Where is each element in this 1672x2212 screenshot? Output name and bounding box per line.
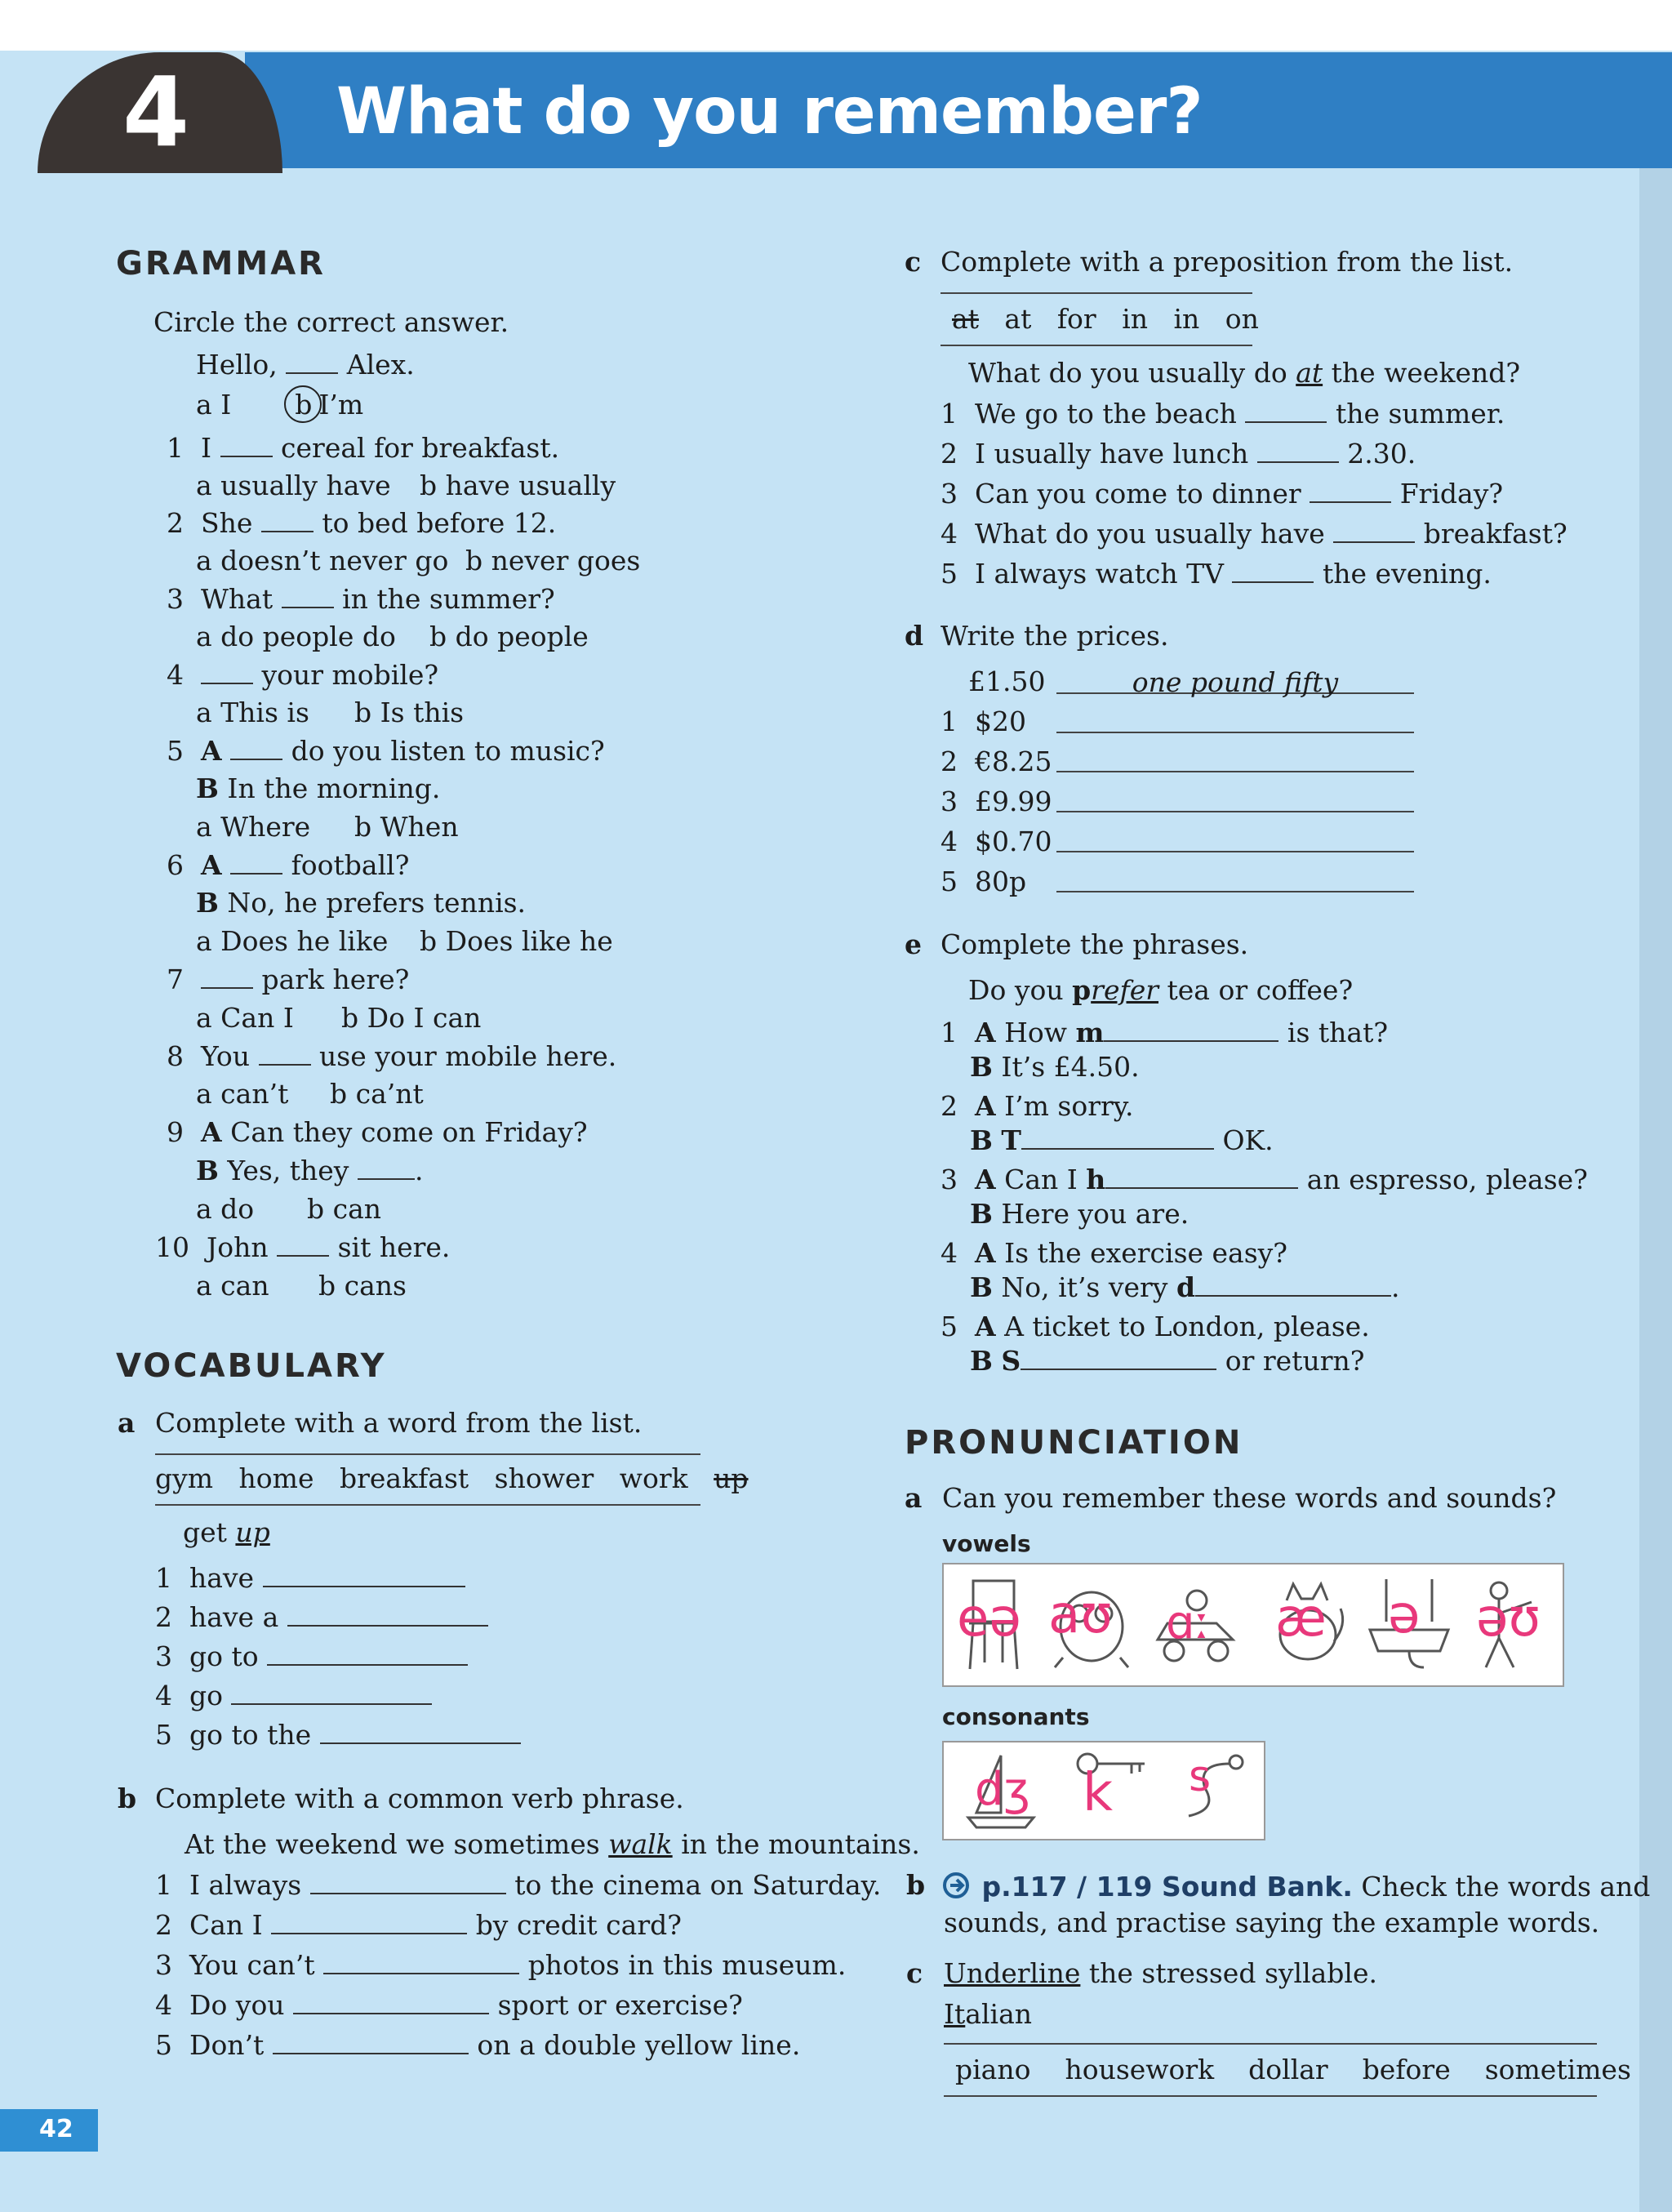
vocab-a-item-4[interactable]: 4 go [155, 1682, 432, 1709]
vocab-e-item-4-b[interactable]: B No, it’s very d . [970, 1271, 1400, 1303]
pron-b-line-1: p.117 / 119 Sound Bank. Check the words and [942, 1872, 1650, 1900]
pron-c-box-bottom [944, 2095, 1597, 2097]
grammar-item-1-option-b[interactable]: b have usually [420, 470, 616, 501]
vocab-d-example-price: £1.50 [968, 665, 1046, 697]
vocab-c-item-2[interactable]: 2 I usually have lunch 2.30. [940, 438, 1416, 470]
vocab-a-box-bottom [155, 1504, 700, 1506]
vocab-c-item-3[interactable]: 3 Can you come to dinner Friday? [940, 478, 1504, 510]
pron-b-letter: b [906, 1869, 926, 1901]
grammar-item-5: 5 A do you listen to music? [167, 735, 605, 767]
vocab-a-item-2[interactable]: 2 have a [155, 1604, 488, 1631]
vocab-e-item-5-b[interactable]: B S or return? [970, 1345, 1365, 1377]
vocab-d-answer-line-2[interactable] [1056, 771, 1414, 772]
vocab-d-item-1: 1 $20 [940, 705, 1026, 737]
vocab-b-letter: b [118, 1783, 137, 1814]
vocab-d-item-5: 5 80p [940, 866, 1027, 897]
pron-c-box-top [944, 2043, 1597, 2045]
consonant-k: k [1083, 1763, 1114, 1823]
grammar-item-8: 8 You use your mobile here. [167, 1040, 617, 1072]
grammar-instruction: Circle the correct answer. [153, 306, 509, 338]
vocab-e-item-1-b: B It’s £4.50. [970, 1051, 1140, 1083]
consonant-s: s [1189, 1752, 1212, 1801]
vocab-e-item-5-a: 5 A A ticket to London, please. [940, 1311, 1370, 1342]
vocab-a-item-1[interactable]: 1 have [155, 1564, 465, 1591]
vocab-c-item-4[interactable]: 4 What do you usually have breakfast? [940, 518, 1568, 550]
vocab-c-letter: c [905, 246, 922, 278]
vowel-au: aʊ [1048, 1585, 1113, 1645]
pron-c-instruction: Underline the stressed syllable. [944, 1957, 1377, 1989]
consonant-dz: dʒ [975, 1763, 1030, 1816]
grammar-item-7: 7 park here? [167, 964, 410, 995]
grammar-item-9-reply: B Yes, they . [196, 1155, 424, 1186]
vocab-e-item-2-b[interactable]: B T OK. [970, 1124, 1274, 1156]
top-margin [0, 0, 1672, 51]
vocab-d-answer-line-5[interactable] [1056, 891, 1414, 892]
grammar-item-5-option-b[interactable]: b When [354, 811, 459, 843]
vocabulary-heading: VOCABULARY [116, 1347, 387, 1385]
vocab-c-item-1[interactable]: 1 We go to the beach the summer. [940, 398, 1505, 429]
page-edge-shadow [1639, 168, 1672, 2212]
grammar-heading: GRAMMAR [116, 245, 326, 283]
pron-a-instruction: Can you remember these words and sounds? [942, 1482, 1557, 1514]
grammar-item-3-option-b[interactable]: b do people [429, 621, 589, 652]
pron-c-example: Italian [944, 1998, 1033, 2030]
vocab-e-instruction: Complete the phrases. [940, 928, 1249, 960]
vocab-b-example: At the weekend we sometimes walk in the mountains. [185, 1828, 920, 1860]
vocab-b-item-3[interactable]: 3 You can’t photos in this museum. [155, 1949, 847, 1981]
vocab-e-item-3-b: B Here you are. [970, 1198, 1190, 1230]
vocab-e-item-3-a[interactable]: 3 A Can I h an espresso, please? [940, 1164, 1588, 1195]
vocab-c-box-top [940, 292, 1252, 294]
vocab-a-example: get up [183, 1516, 270, 1548]
grammar-item-3: 3 What in the summer? [167, 583, 555, 615]
grammar-item-6-option-a[interactable]: a Does he like [196, 925, 389, 957]
vocab-a-letter: a [118, 1407, 136, 1439]
grammar-item-10-option-b[interactable]: b cans [318, 1270, 407, 1302]
grammar-item-9-option-b[interactable]: b can [307, 1193, 382, 1225]
grammar-item-9-option-a[interactable]: a do [196, 1193, 255, 1225]
vocab-c-word-list: at at for in in on [952, 303, 1259, 335]
vocab-d-answer-line-3[interactable] [1056, 811, 1414, 812]
grammar-item-6-option-b[interactable]: b Does like he [420, 925, 613, 957]
grammar-item-3-option-a[interactable]: a do people do [196, 621, 396, 652]
grammar-example-sentence: Hello, Alex. [196, 349, 415, 381]
grammar-item-2-option-a[interactable]: a doesn’t never go [196, 545, 449, 576]
grammar-item-2: 2 She to bed before 12. [167, 507, 557, 539]
pronunciation-heading: PRONUNCIATION [905, 1424, 1243, 1462]
vocab-a-box-top [155, 1453, 700, 1455]
grammar-item-6: 6 A football? [167, 849, 410, 881]
page-title: What do you remember? [336, 75, 1203, 149]
grammar-item-7-option-a[interactable]: a Can I [196, 1002, 294, 1034]
grammar-item-5-option-a[interactable]: a Where [196, 811, 311, 843]
vocab-c-item-5[interactable]: 5 I always watch TV the evening. [940, 558, 1492, 590]
sound-bank-link[interactable]: p.117 / 119 Sound Bank. [981, 1871, 1353, 1903]
word-sometimes[interactable]: sometimes [1484, 2054, 1631, 2085]
vocab-b-item-4[interactable]: 4 Do you sport or exercise? [155, 1989, 743, 2021]
vocab-e-letter: e [905, 928, 922, 960]
pron-c-word-list [955, 2056, 1631, 2083]
grammar-item-10-option-a[interactable]: a can [196, 1270, 269, 1302]
vocab-a-instruction: Complete with a word from the list. [155, 1407, 643, 1439]
unit-number: 4 [122, 56, 190, 168]
pron-c-letter: c [906, 1957, 923, 1989]
grammar-item-4: 4 your mobile? [167, 659, 439, 691]
vocab-a-item-3[interactable]: 3 go to [155, 1643, 468, 1670]
vocab-d-item-2: 2 €8.25 [940, 745, 1052, 777]
grammar-item-6-reply: B No, he prefers tennis. [196, 887, 527, 919]
pron-a-letter: a [905, 1482, 923, 1514]
vowels-label: vowels [942, 1530, 1031, 1557]
vocab-b-item-5[interactable]: 5 Don’t on a double yellow line. [155, 2029, 801, 2061]
vocab-e-example: Do you prefer tea or coffee? [968, 974, 1354, 1006]
vocab-d-example-answer: one pound fifty [1132, 666, 1339, 698]
grammar-item-10: 10 John sit here. [155, 1231, 451, 1263]
grammar-item-9: 9 A Can they come on Friday? [167, 1116, 588, 1148]
vocab-d-instruction: Write the prices. [940, 620, 1169, 652]
vowel-schwa: ə [1388, 1585, 1421, 1645]
vowel-a-long: ɑː [1166, 1596, 1211, 1649]
vocab-b-instruction: Complete with a common verb phrase. [155, 1783, 684, 1814]
grammar-item-1-option-a[interactable]: a usually have [196, 470, 391, 501]
grammar-item-4-option-b[interactable]: b Is this [354, 697, 465, 728]
grammar-item-8-option-a[interactable]: a can’t [196, 1078, 289, 1110]
pron-b-line-2: sounds, and practise saying the example words. [944, 1907, 1600, 1938]
grammar-item-8-option-b[interactable]: b ca’nt [330, 1078, 424, 1110]
vocab-c-example: What do you usually do at the weekend? [968, 357, 1521, 389]
vocab-e-item-1-a[interactable]: 1 A How m is that? [940, 1017, 1389, 1048]
word-housework[interactable]: housework [1065, 2054, 1215, 2085]
vocab-a-item-5[interactable]: 5 go to the [155, 1721, 521, 1748]
snake-icon [1172, 1747, 1254, 1832]
grammar-item-2-option-b[interactable]: b never goes [465, 545, 641, 576]
word-before[interactable]: before [1362, 2054, 1451, 2085]
vocab-d-letter: d [905, 620, 924, 652]
vocab-d-answer-line-1[interactable] [1056, 732, 1414, 733]
vocab-d-item-3: 3 £9.99 [940, 786, 1052, 817]
word-piano[interactable]: piano [955, 2054, 1031, 2085]
vocab-a-word-list: gym home breakfast shower work up [155, 1462, 749, 1494]
vowel-ae: æ [1275, 1588, 1327, 1649]
vocab-e-item-2-a: 2 A I’m sorry. [940, 1090, 1134, 1122]
vowel-ea: eə [957, 1588, 1021, 1649]
vowel-ou: əʊ [1476, 1588, 1541, 1649]
vocab-d-answer-line-4[interactable] [1056, 851, 1414, 852]
consonants-label: consonants [942, 1703, 1090, 1730]
vocab-b-item-1[interactable]: 1 I always to the cinema on Saturday. [155, 1869, 882, 1901]
vocab-d-item-4: 4 $0.70 [940, 826, 1052, 857]
vocab-b-item-2[interactable]: 2 Can I by credit card? [155, 1909, 682, 1941]
vocab-e-item-4-a: 4 A Is the exercise easy? [940, 1237, 1287, 1269]
grammar-item-1: 1 I cereal for breakfast. [167, 432, 560, 464]
grammar-item-4-option-a[interactable]: a This is [196, 697, 309, 728]
word-dollar[interactable]: dollar [1248, 2054, 1328, 2085]
page-number: 42 [39, 2115, 73, 2143]
grammar-item-7-option-b[interactable]: b Do I can [341, 1002, 482, 1034]
vocab-c-box-bottom [940, 345, 1252, 346]
vocab-c-instruction: Complete with a preposition from the list. [940, 246, 1514, 278]
arrow-right-icon [942, 1872, 973, 1899]
grammar-item-5-reply: B In the morning. [196, 772, 441, 804]
grammar-example-options: a I b I’m [196, 390, 363, 423]
